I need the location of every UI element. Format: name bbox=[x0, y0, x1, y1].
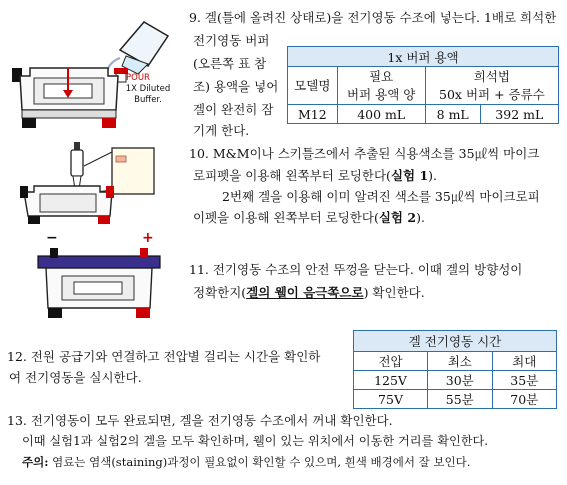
step10-line4-a: 이펫을 이용해 왼쪽부터 로딩한다( bbox=[193, 210, 379, 225]
step12-line1: 12. 전원 공급기와 연결하고 전압별 걸리는 시간을 확인하 bbox=[7, 349, 321, 364]
experiment1-label: 실험 1 bbox=[390, 168, 429, 183]
step9-line3: (오른쪽 표 참 bbox=[193, 56, 267, 71]
step10-line2 bbox=[193, 166, 437, 186]
time-cell: 70분 bbox=[492, 390, 556, 409]
step10-line4-c: ). bbox=[416, 210, 425, 225]
pour-label-1: POUR bbox=[126, 73, 150, 83]
pipette-loading-illustration bbox=[18, 140, 168, 226]
step13-line2: 이때 실험1과 실험2의 겔을 모두 확인하며, 웰이 있는 위치에서 이동한 거리를 확인한다. bbox=[22, 434, 489, 448]
tank-icon bbox=[20, 186, 114, 224]
step12-line2: 여 전기영동을 실시한다. bbox=[9, 370, 142, 385]
electrophoresis-tank-icon bbox=[12, 68, 128, 128]
header-need-line1: 필요 bbox=[369, 68, 394, 84]
time-header-max: 최대 bbox=[492, 352, 556, 371]
step13-note bbox=[22, 452, 470, 472]
electrophoresis-time-table bbox=[353, 330, 557, 409]
pour-label-3: Buffer. bbox=[134, 95, 162, 105]
time-header-min: 최소 bbox=[428, 352, 492, 371]
header-dilution bbox=[425, 67, 558, 105]
note-text: 염료는 염색(staining)과정이 필요없이 확인할 수 있으며, 흰색 배경에서 잘 보인다. bbox=[48, 455, 471, 469]
step11-line1: 11. 전기영동 수조의 안전 뚜껑을 닫는다. 이때 겔의 방향성이 bbox=[189, 262, 523, 277]
step11-line2 bbox=[193, 283, 425, 303]
beaker-icon bbox=[106, 22, 168, 76]
step13-line1: 13. 전기영동이 모두 완료되면, 겔을 전기영동 수조에서 꺼내 확인한다. bbox=[7, 413, 393, 428]
negative-electrode-label: − bbox=[46, 230, 58, 246]
header-dilution-line2: 50x 버퍼 + 증류수 bbox=[439, 86, 545, 102]
time-cell: 30분 bbox=[428, 371, 492, 390]
buffer-solution-table bbox=[287, 46, 559, 124]
time-cell: 35분 bbox=[492, 371, 556, 390]
header-need-line2: 버퍼 용액 양 bbox=[347, 86, 416, 102]
lid-closed-illustration bbox=[36, 228, 166, 330]
header-need bbox=[337, 67, 425, 105]
safety-lid-icon bbox=[38, 248, 160, 268]
well-orientation-emphasis: 겔의 웰이 음극쪽으로 bbox=[246, 285, 364, 300]
time-table-title: 겔 전기영동 시간 bbox=[354, 331, 557, 352]
step9-line5: 겔이 완전히 잠 bbox=[193, 102, 274, 117]
step9-line1: 9. 겔(틀에 올려진 상태로)을 전기영동 수조에 넣는다. 1배로 희석한 bbox=[189, 10, 557, 25]
note-label: 주의: bbox=[22, 455, 49, 469]
step10-line4 bbox=[193, 208, 425, 228]
header-dilution-line1: 희석법 bbox=[473, 68, 511, 84]
time-cell: 75V bbox=[354, 390, 428, 409]
step10-line2-a: 로피펫을 이용해 왼쪽부터 로딩한다( bbox=[193, 168, 391, 183]
table-row bbox=[354, 371, 557, 390]
time-cell: 55분 bbox=[428, 390, 492, 409]
cell-need: 400 mL bbox=[337, 105, 425, 124]
header-model: 모델명 bbox=[288, 67, 338, 105]
step9-line4: 조) 용액을 넣어 bbox=[193, 79, 279, 94]
step11-line2-a: 정확한지( bbox=[193, 285, 247, 300]
tank-icon bbox=[46, 268, 152, 318]
step10-line2-c: ). bbox=[428, 168, 437, 183]
cell-water: 392 mL bbox=[480, 105, 558, 124]
positive-electrode-label: + bbox=[142, 230, 154, 246]
step10-line1: 10. M&M이나 스키틀즈에서 추출된 식용색소를 35㎕씩 마이크 bbox=[189, 146, 540, 161]
step10-line3: 2번째 겔을 이용해 이미 알려진 색소를 35㎕씩 마이크로피 bbox=[222, 189, 540, 204]
pour-label-2: 1X Diluted bbox=[125, 84, 171, 94]
step9-line6: 기게 한다. bbox=[193, 123, 250, 138]
cell-model: M12 bbox=[288, 105, 338, 124]
step9-line2: 전기영동 버퍼 bbox=[193, 33, 270, 48]
pour-buffer-illustration bbox=[8, 18, 193, 133]
cell-buffer: 8 mL bbox=[425, 105, 480, 124]
time-cell: 125V bbox=[354, 371, 428, 390]
time-header-voltage: 전압 bbox=[354, 352, 428, 371]
buffer-table-title: 1x 버퍼 용액 bbox=[288, 47, 559, 67]
step11-line2-c: ) 확인한다. bbox=[363, 285, 425, 300]
experiment2-label: 실험 2 bbox=[378, 210, 417, 225]
table-row bbox=[354, 390, 557, 409]
